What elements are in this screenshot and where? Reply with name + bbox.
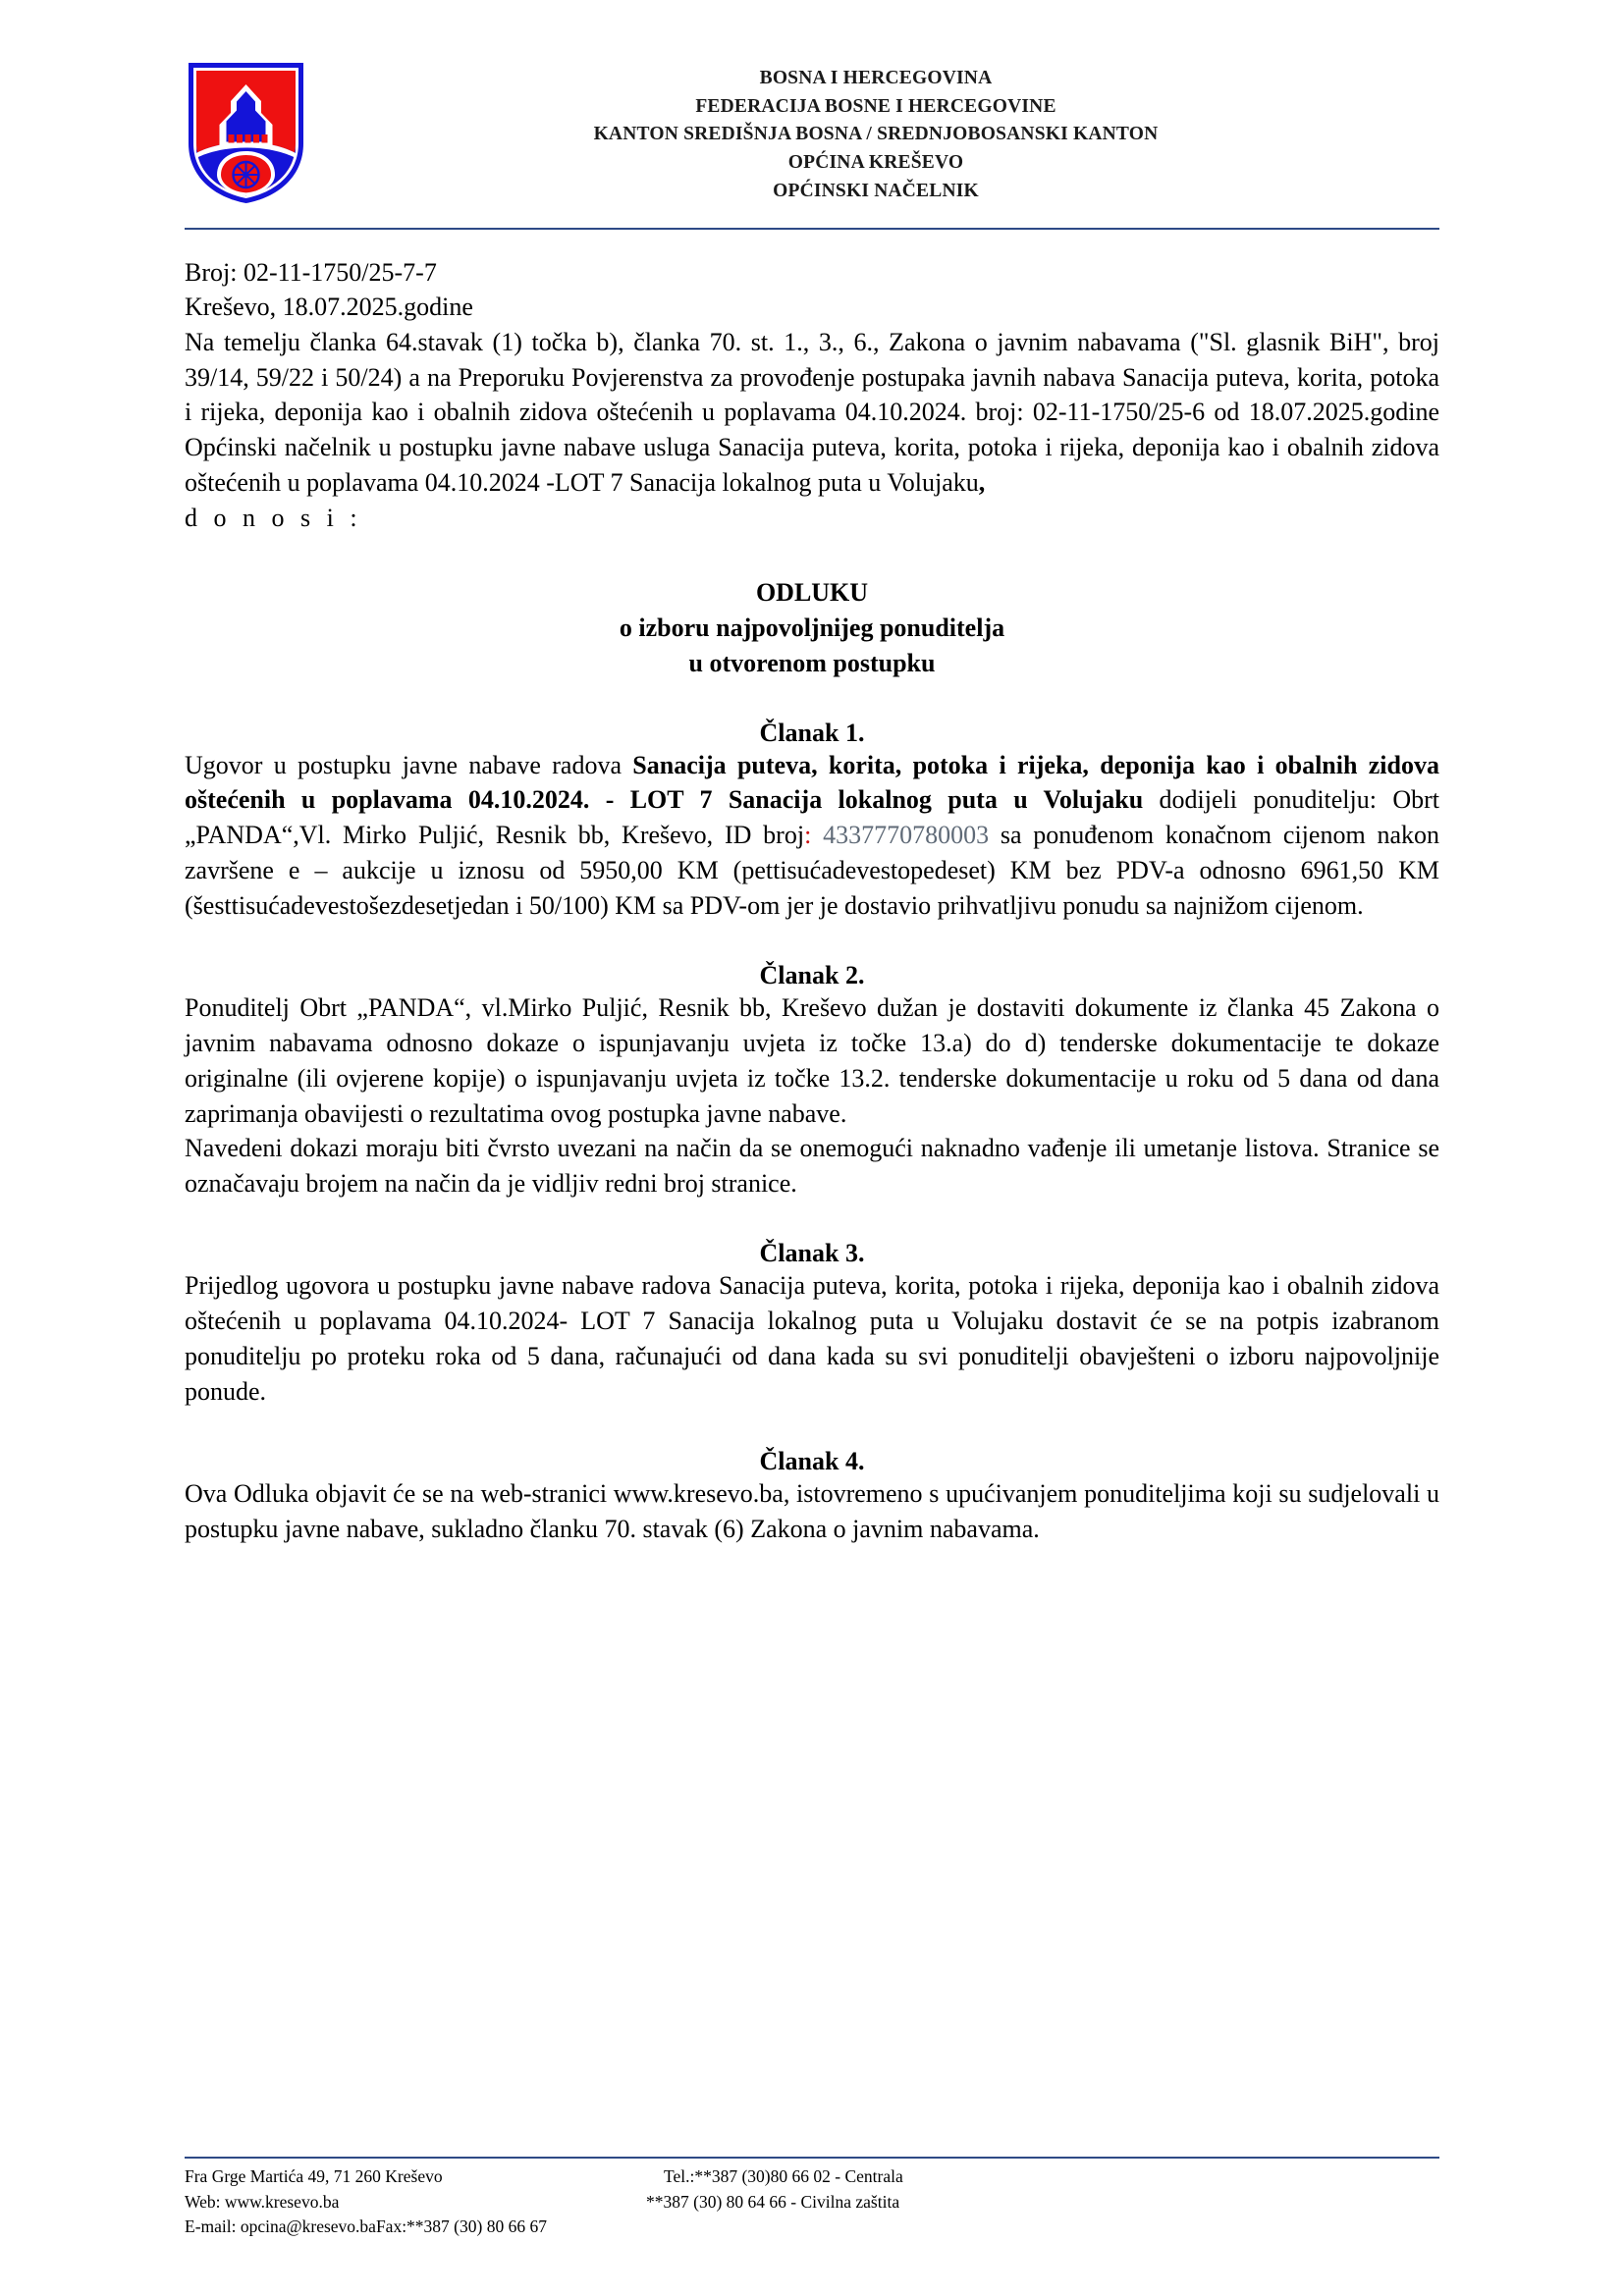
article-2-paragraph-2: Navedeni dokazi moraju biti čvrsto uvezani na način da se onemogući naknadno vađenje ili umetanje listova. Stranice se označavaju brojem na način da je vidljiv redni broj stranice.	[185, 1134, 1439, 1199]
intro-text: Na temelju članka 64.stavak (1) točka b), članka 70. st. 1., 3., 6., Zakona o javnim nabavama ("Sl. glasnik BiH", broj 39/14, 59/22 i 50/24) a na Preporuku Povjerenstva za provođenje postupaka javnih nabava Sanacija puteva, korita, potoka i rijeka, deponija kao i obalnih zidova oštećenih u poplavama 04.10.2024. broj: 02-11-1750/25-6 od 18.07.2025.godine Općinski načelnik u postupku javne nabave usluga Sanacija puteva, korita, potoka i rijeka, deponija kao i obalnih zidova oštećenih u poplavama 04.10.2024 -LOT 7 Sanacija lokalnog puta u Volujaku	[185, 327, 1439, 498]
intro-bold-tail: ,	[978, 468, 986, 498]
crest-container	[147, 51, 344, 206]
footer-contact-block	[185, 2164, 1439, 2239]
article-3-paragraph-1: Prijedlog ugovora u postupku javne nabave radova Sanacija puteva, korita, potoka i rijeka, deponija kao i obalnih zidova oštećenih u poplavama 04.10.2024- LOT 7 Sanacija lokalnog puta u Volujaku dostavit će se na potpis izabranom ponuditelju po proteku roka od 5 dana, računajući od dana kada su svi ponuditelji obavješteni o izboru najpovoljnije ponude.	[185, 1271, 1439, 1406]
article-1-colon: :	[804, 821, 812, 850]
page-footer	[185, 2157, 1439, 2239]
letterhead	[0, 0, 1624, 206]
article-4-paragraph-1: Ova Odluka objavit će se na web-stranici www.kresevo.ba, istovremeno s upućivanjem ponuditeljima koji su sudjelovali u postupku javne nabave, sukladno članku 70. stavak (6) Zakona o javnim nabavama.	[185, 1478, 1439, 1543]
document-body	[0, 255, 1624, 1546]
footer-phone-central: Tel.:**387 (30)80 66 02 - Centrala	[664, 2166, 903, 2187]
article-1-paragraph	[185, 748, 1439, 924]
article-1-mid: dodijeli ponuditelju: Obrt „PANDA“,Vl. Mirko Puljić, Resnik bb, Kreševo, ID broj	[185, 785, 1439, 850]
document-meta	[185, 255, 1439, 325]
article-3-heading: Članak 3.	[759, 1239, 865, 1268]
article-4-heading: Članak 4.	[759, 1446, 865, 1475]
org-line-mayor: OPĆINSKI NAČELNIK	[773, 180, 979, 201]
article-1-id-number: 4337770780003	[811, 821, 990, 850]
organization-heading	[344, 51, 1477, 205]
decision-title-line1: ODLUKU	[755, 577, 869, 607]
footer-phone-civil: **387 (30) 80 64 66 - Civilna zaštita	[646, 2191, 900, 2212]
decision-title	[185, 575, 1439, 681]
decision-title-line3: u otvorenom postupku	[688, 648, 936, 677]
document-place-date: Kreševo, 18.07.2025.godine	[185, 293, 473, 322]
decision-title-line2: o izboru najpovoljnijeg ponuditelja	[619, 613, 1005, 642]
org-line-country: BOSNA I HERCEGOVINA	[759, 68, 993, 88]
footer-row-address	[185, 2164, 1439, 2189]
footer-email: E-mail: opcina@kresevo.ba	[185, 2216, 376, 2236]
footer-row-web	[185, 2190, 1439, 2215]
article-1-tail: sa ponuđenom konačnom cijenom nakon završene e – aukcije u iznosu od 5950,00 KM (pettisućadevestopedeset) KM bez PDV-a odnosno 6961,50 KM (šesttisućadevestošezdesetjedan i 50/100) KM sa PDV-om jer je dostavio prihvatljivu ponudu sa najnižom cijenom.	[185, 821, 1439, 921]
intro-paragraph	[185, 325, 1439, 536]
org-line-municipality: OPĆINA KREŠEVO	[787, 151, 964, 173]
coat-of-arms-icon	[185, 59, 307, 206]
footer-web: Web: www.kresevo.ba	[185, 2191, 340, 2212]
footer-row-email	[185, 2215, 1439, 2239]
org-line-federation: FEDERACIJA BOSNE I HERCEGOVINE	[695, 95, 1056, 117]
article-2-heading: Članak 2.	[759, 960, 865, 989]
footer-address: Fra Grge Martića 49, 71 260 Kreševo	[185, 2166, 443, 2187]
article-1-lead: Ugovor u postupku javne nabave radova	[185, 750, 633, 779]
donosi-text: d o n o s i :	[185, 504, 362, 533]
footer-divider	[185, 2157, 1439, 2159]
article-1-heading: Članak 1.	[759, 718, 865, 747]
article-2-paragraph-1: Ponuditelj Obrt „PANDA“, vl.Mirko Puljić, Resnik bb, Kreševo dužan je dostaviti dokumente iz članka 45 Zakona o javnim nabavama odnosno dokaze o ispunjavanju uvjeta iz točke 13.a) do d) tenderske dokumentacije te dokaze originalne (ili ovjerene kopije) o ispunjavanju uvjeta iz točke 13.2. tenderske dokumentacije u roku od 5 dana od dana zaprimanja obavijesti o rezultatima ovog postupka javne nabave.	[185, 992, 1439, 1128]
document-number: Broj: 02-11-1750/25-7-7	[185, 258, 437, 287]
header-divider	[185, 228, 1439, 230]
footer-fax: Fax:**387 (30) 80 66 67	[375, 2216, 547, 2236]
org-line-canton: KANTON SREDIŠNJA BOSNA / SREDNJOBOSANSKI KANTON	[593, 124, 1159, 145]
article-1-subject: Sanacija puteva, korita, potoka i rijeka, deponija kao i obalnih zidova oštećenih u poplavama 04.10.2024. - LOT 7 Sanacija lokalnog puta u Volujaku	[185, 750, 1439, 815]
